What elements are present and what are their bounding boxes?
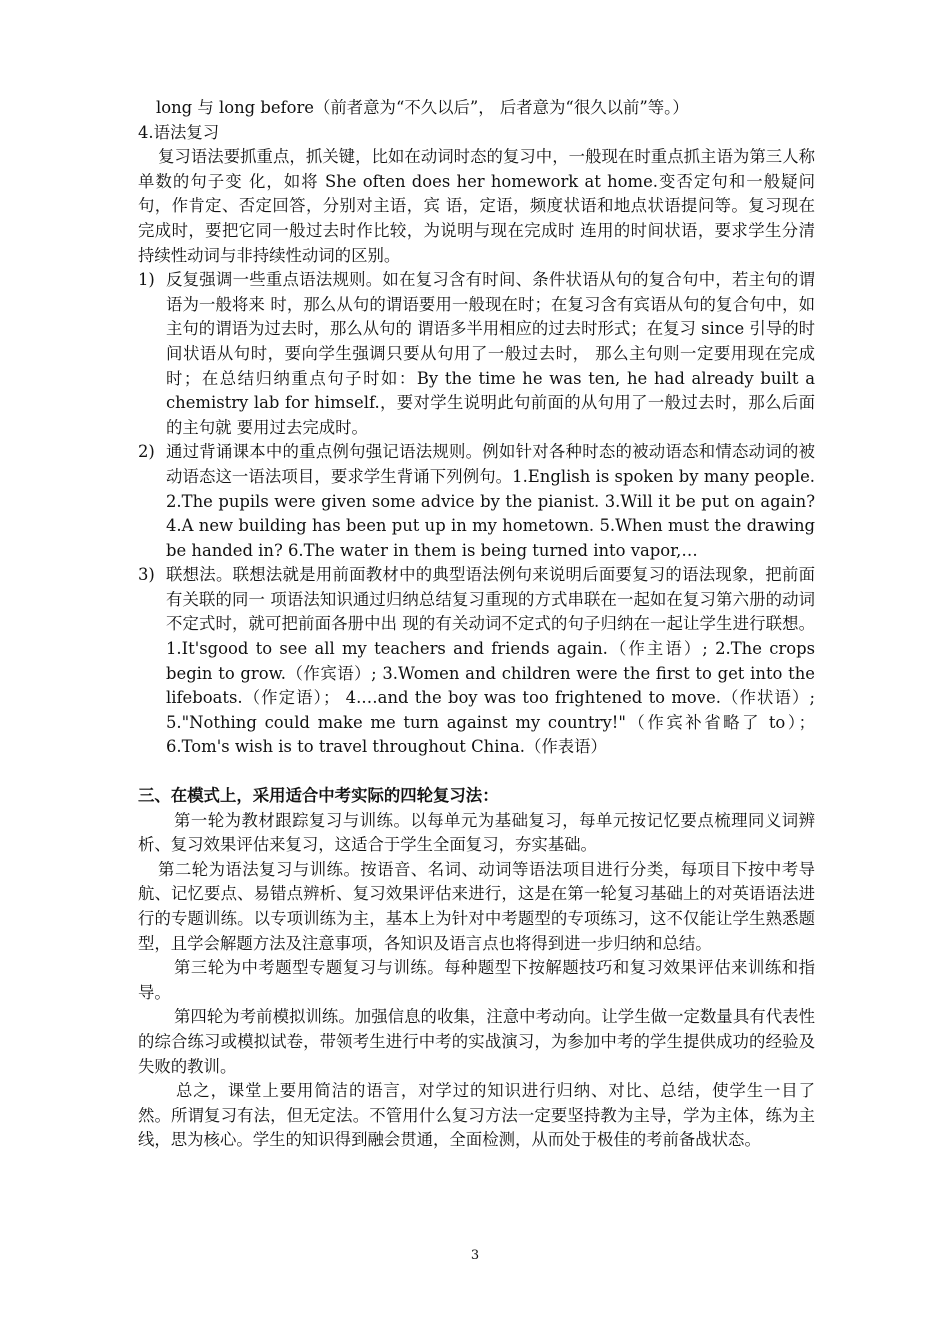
paragraph-summary: 总之，课堂上要用简洁的语言，对学过的知识进行归纳、对比、总结，使学生一目了然。所谓复习有法，但无定法。不管用什么复习方法一定要坚持教为主导，学为主体，练为主线，思为核心。学生的知识得到融会贯通，全面检测，从而处于极佳的考前备战状态。 xyxy=(138,1081,815,1150)
list-item-text: 通过背诵课本中的重点例句强记语法规则。例如针对各种时态的被动语态和情态动词的被动语态这一语法项目，要求学生背诵下列例句。1.English is spoken by many people. 2.The pupils were given some advice by the pianist. 3.Will it be put on again? 4.A new building has been put up in my hometown. 5.When must the drawing be handed in? 6.The water in them is being turned into vapor,… xyxy=(166,442,815,560)
list-item-number: 2) xyxy=(138,442,155,462)
document-body xyxy=(138,96,815,1153)
list-item-number: 1) xyxy=(138,270,155,290)
paragraph-round-four: 第四轮为考前模拟训练。加强信息的收集，注意中考动向。让学生做一定数量具有代表性的综合练习或模拟试卷，带领考生进行中考的实战演习，为参加中考的学生提供成功的经验及失败的教训。 xyxy=(138,1007,815,1076)
section-heading: 三、在模式上，采用适合中考实际的四轮复习法： xyxy=(138,786,499,806)
list-item-text: 反复强调一些重点语法规则。如在复习含有时间、条件状语从句的复合句中，若主句的谓语为一般将来 时，那么从句的谓语要用一般现在时；在复习含有宾语从句的复合句中，如主句的谓语为过去时，那么从句的 谓语多半用相应的过去时形式；在复习 since 引导的时间状语从句时，要向学生强调只要从句用了一般过去时， 那么主句则一定要用现在完成时；在总结归纳重点句子时如：By the time he was ten, he had already built a chemistry lab for himself.，要对学生说明此句前面的从句用了一般过去时，那么后面的主句就 要用过去完成时。 xyxy=(166,270,815,437)
list-item xyxy=(138,268,815,440)
list-item-text: 联想法。联想法就是用前面教材中的典型语法例句来说明后面要复习的语法现象，把前面有关联的同一 项语法知识通过归纳总结复习重现的方式串联在一起如在复习第六册的动词不定式时，就可把前面各册中出 现的有关动词不定式的句子归纳在一起让学生进行联想。1.It'sgood to see all my teachers and friends again.（作主语）; 2.The crops begin to grow.（作宾语）; 3.Women and children were the first to get into the lifeboats.（作定语）； 4.…and the boy was too frightened to move.（作状语）; 5."Nothing could make me turn against my country!"（作宾补省略了 to）； 6.Tom's wish is to travel throughout China.（作表语） xyxy=(166,565,815,757)
paragraph-round-two: 第二轮为语法复习与训练。按语音、名词、动词等语法项目进行分类，每项目下按中考导航、记忆要点、易错点辨析、复习效果评估来进行，这是在第一轮复习基础上的对英语语法进行的专题训练。以专项训练为主，基本上为针对中考题型的专项练习，这不仅能让学生熟悉题型，且学会解题方法及注意事项，各知识及语言点也将得到进一步归纳和总结。 xyxy=(138,859,815,953)
list-item xyxy=(138,440,815,563)
paragraph-grammar-review: 复习语法要抓重点，抓关键，比如在动词时态的复习中，一般现在时重点抓主语为第三人称单数的句子变 化，如将 She often does her homework at home.变否定句和一般疑问句，作肯定、否定回答，分别对主语，宾 语，定语，频度状语和地点状语提问等。复习现在完成时，要把它同一般过去时作比较，为说明与现在完成时 连用的时间状语，要求学生分清持续性动词与非持续性动词的区别。 xyxy=(138,147,815,265)
list-item-number: 3) xyxy=(138,565,155,585)
paragraph-round-one: 第一轮为教材跟踪复习与训练。以每单元为基础复习，每单元按记忆要点梳理同义词辨析、复习效果评估来复习，这适合于学生全面复习，夯实基础。 xyxy=(138,810,815,855)
page-number: 3 xyxy=(470,1248,480,1263)
grammar-review-heading: 4.语法复习 xyxy=(138,122,220,142)
list-item xyxy=(138,563,815,760)
paragraph-long-before: long 与 long before（前者意为“不久以后”， 后者意为“很久以前”等。） xyxy=(156,98,689,117)
paragraph-round-three: 第三轮为中考题型专题复习与训练。每种题型下按解题技巧和复习效果评估来训练和指导。 xyxy=(138,958,815,1002)
